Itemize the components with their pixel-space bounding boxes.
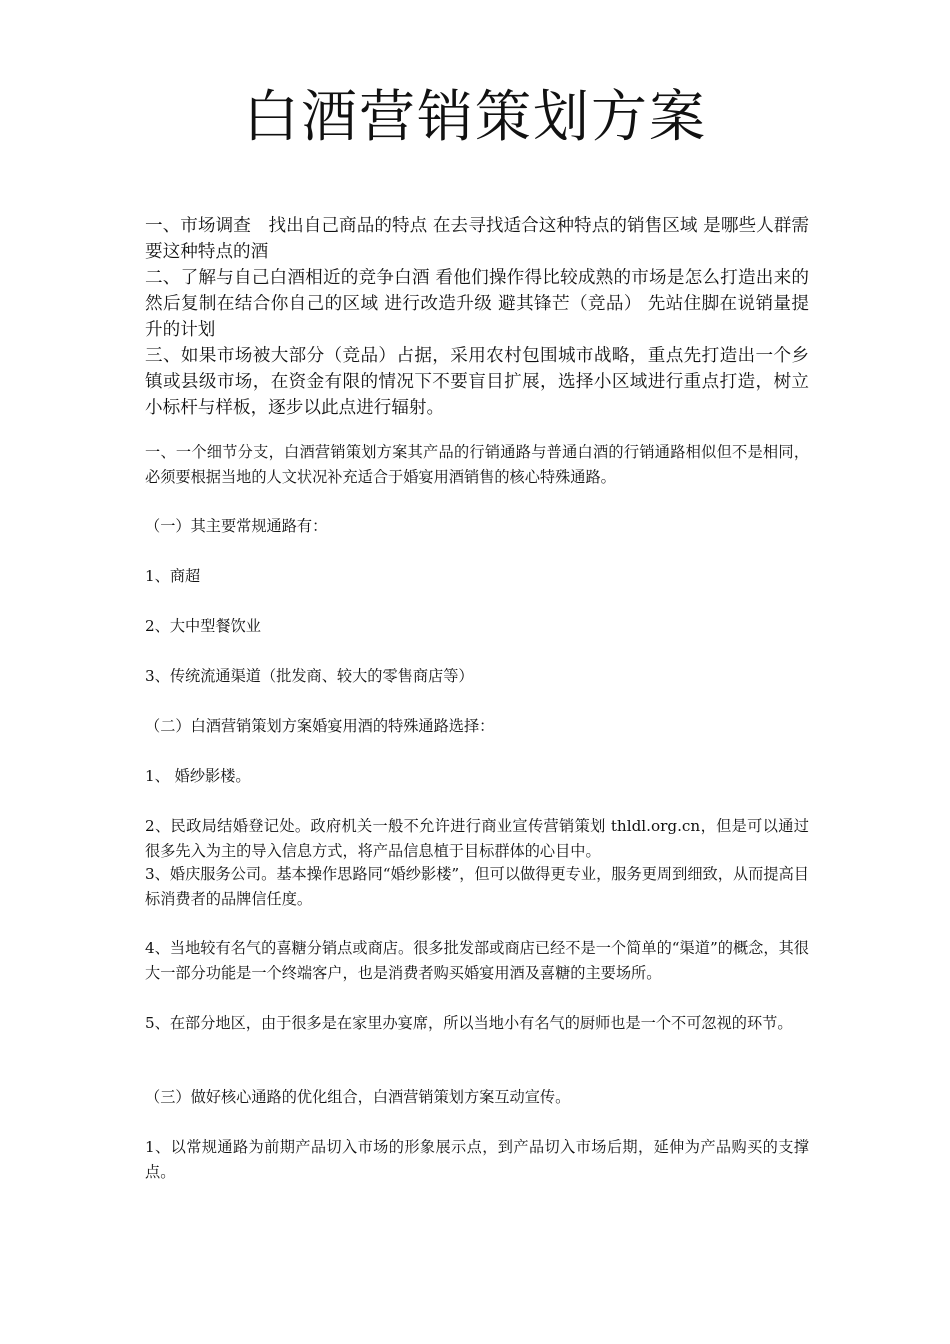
body-list-item-showcase: 1、以常规通路为前期产品切入市场的形象展示点，到产品切入市场后期，延伸为产品购买的支撑点。: [145, 1138, 809, 1181]
body-list-item-1: 1、商超: [145, 567, 201, 585]
body-list-item-3: 3、传统流通渠道（批发商、较大的零售商店等）: [145, 667, 474, 685]
body-list-item-civil-affairs: 2、民政局结婚登记处。政府机关一般不允许进行商业宣传营销策划 thldl.org.cn，但是可以通过很多先入为主的导入信息方式，将产品信息植于目标群体的心目中。: [145, 817, 809, 860]
body-list-item-wedding-studio: 1、 婚纱影楼。: [145, 767, 251, 785]
intro-paragraph-1: 一、市场调查 找出自己商品的特点 在去寻找适合这种特点的销售区域 是哪些人群需要这种特点的酒: [145, 216, 809, 262]
body-heading-optimization: （三）做好核心通路的优化组合，白酒营销策划方案互动宣传。: [145, 1088, 571, 1106]
body-list-item-2: 2、大中型餐饮业: [145, 617, 261, 635]
document-title: 白酒营销策划方案: [243, 85, 707, 150]
intro-paragraph-3: 三、如果市场被大部分（竞品）占据，采用农村包围城市战略，重点先打造出一个乡镇或县级市场，在资金有限的情况下不要盲目扩展，选择小区域进行重点打造，树立小标杆与样板，逐步以此点进行辐射。: [145, 346, 809, 418]
body-heading-regular-channels: （一）其主要常规通路有：: [145, 517, 328, 535]
intro-paragraph-2: 二、了解与自己白酒相近的竞争白酒 看他们操作得比较成熟的市场是怎么打造出来的 然后复制在结合你自己的区域 进行改造升级 避其锋芒（竞品） 先站住脚在说销量提升的计划: [145, 268, 809, 340]
body-list-item-wedding-service: 3、婚庆服务公司。基本操作思路同“婚纱影楼”，但可以做得更专业，服务更周到细致，从而提高目标消费者的品牌信任度。: [145, 865, 809, 908]
body-heading-special-channels: （二）白酒营销策划方案婚宴用酒的特殊通路选择：: [145, 717, 495, 735]
body-list-item-candy-shop: 4、当地较有名气的喜糖分销点或商店。很多批发部或商店已经不是一个简单的“渠道”的概念，其很大一部分功能是一个终端客户，也是消费者购买婚宴用酒及喜糖的主要场所。: [145, 939, 809, 982]
body-list-item-chef: 5、在部分地区，由于很多是在家里办宴席，所以当地小有名气的厨师也是一个不可忽视的环节。: [145, 1014, 793, 1032]
body-paragraph-1: 一、一个细节分支，白酒营销策划方案其产品的行销通路与普通白酒的行销通路相似但不是相同，必须要根据当地的人文状况补充适合于婚宴用酒销售的核心特殊通路。: [145, 443, 809, 486]
intro-section: [145, 213, 809, 421]
